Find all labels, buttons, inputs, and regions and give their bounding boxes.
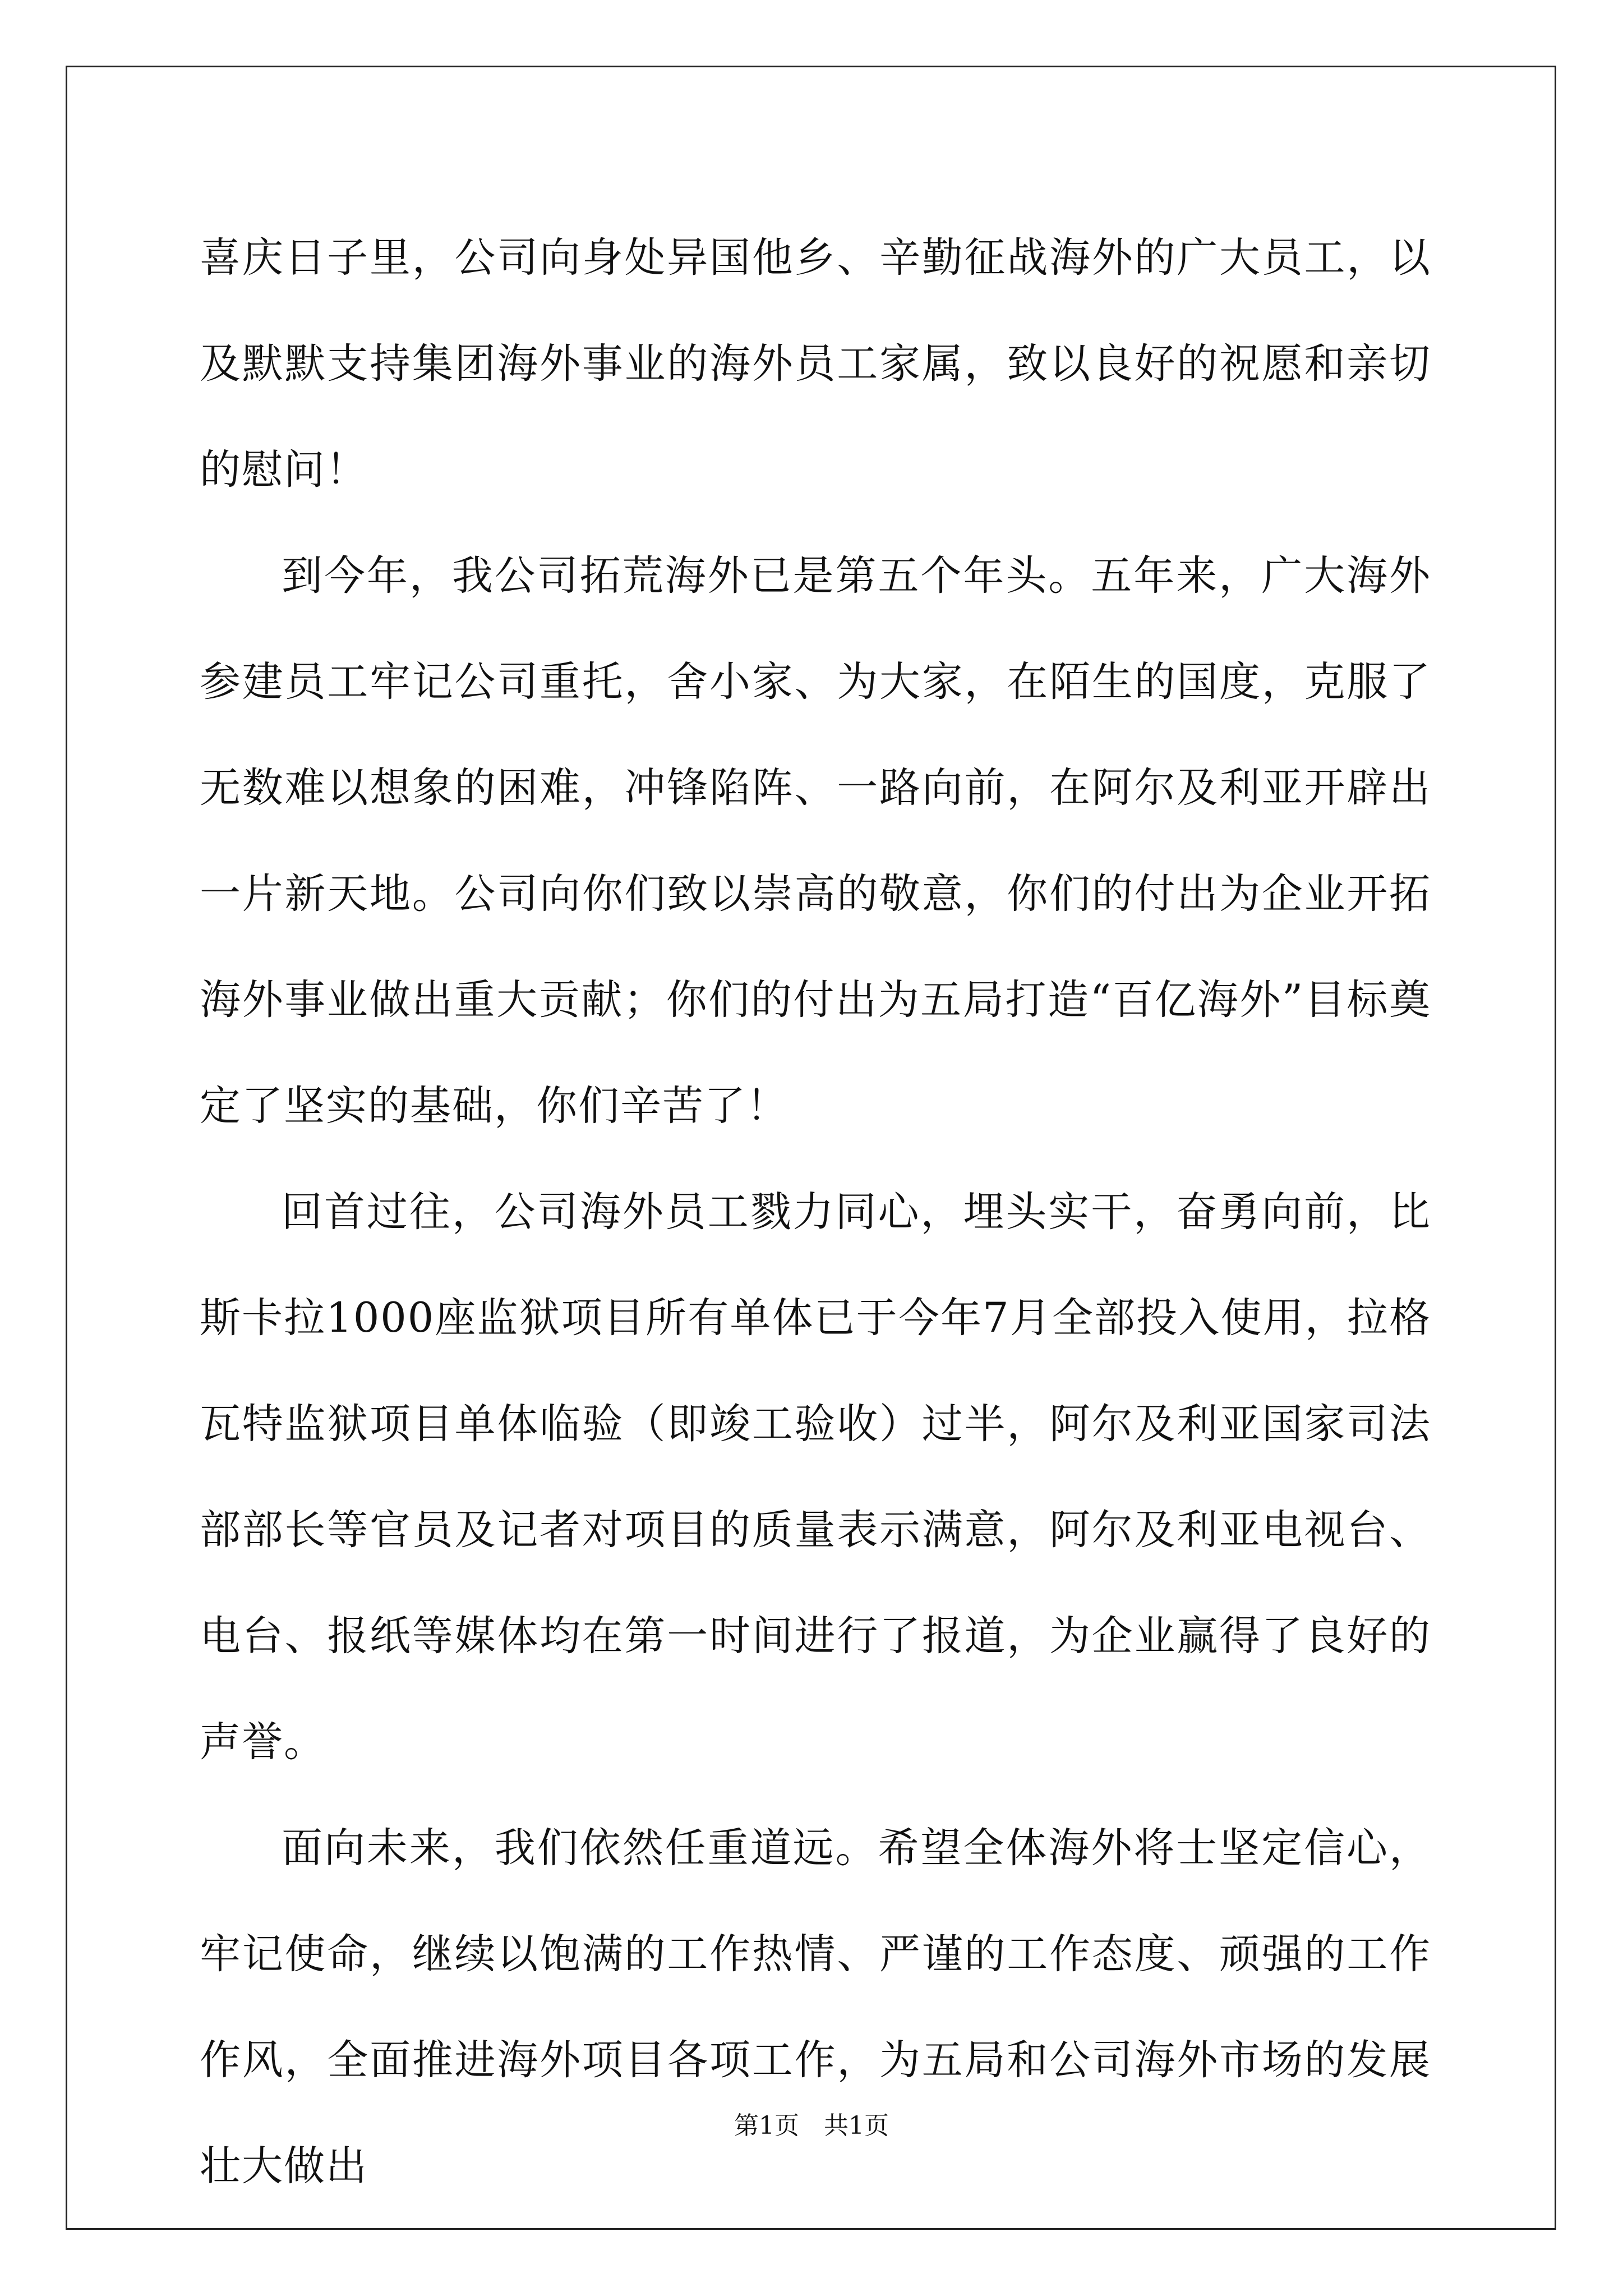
paragraph-greeting: 喜庆日子里，公司向身处异国他乡、辛勤征战海外的广大员工，以及默默支持集团海外事业的海外员工家属，致以良好的祝愿和亲切的慰问！ <box>200 234 1431 494</box>
paragraph-overseas-years: 到今年，我公司拓荒海外已是第五个年头。五年来，广大海外参建员工牢记公司重托，舍小家、为大家，在陌生的国度，克服了无数难以想象的困难，冲锋陷阵、一路向前，在阿尔及利亚开辟出一片新天地。公司向你们致以崇高的敬意，你们的付出为企业开拓海外事业做出重大贡献；你们的付出为五局打造“百亿海外”目标奠定了坚实的基础，你们辛苦了！ <box>200 552 1431 1130</box>
document-body <box>200 205 1431 2219</box>
page-number-footer: 第1页 共1页 <box>734 2111 889 2140</box>
paragraph-looking-back: 回首过往，公司海外员工戮力同心，埋头实干，奋勇向前，比斯卡拉1000座监狱项目所有单体已于今年7月全部投入使用，拉格瓦特监狱项目单体临验（即竣工验收）过半，阿尔及利亚国家司法部部长等官员及记者对项目的质量表示满意，阿尔及利亚电视台、电台、报纸等媒体均在第一时间进行了报道，为企业赢得了良好的声誉。 <box>200 1188 1431 1766</box>
paragraph-looking-forward: 面向未来，我们依然任重道远。希望全体海外将士坚定信心，牢记使命，继续以饱满的工作热情、严谨的工作态度、顽强的工作作风，全面推进海外项目各项工作，为五局和公司海外市场的发展壮大做出 <box>200 1824 1431 2190</box>
